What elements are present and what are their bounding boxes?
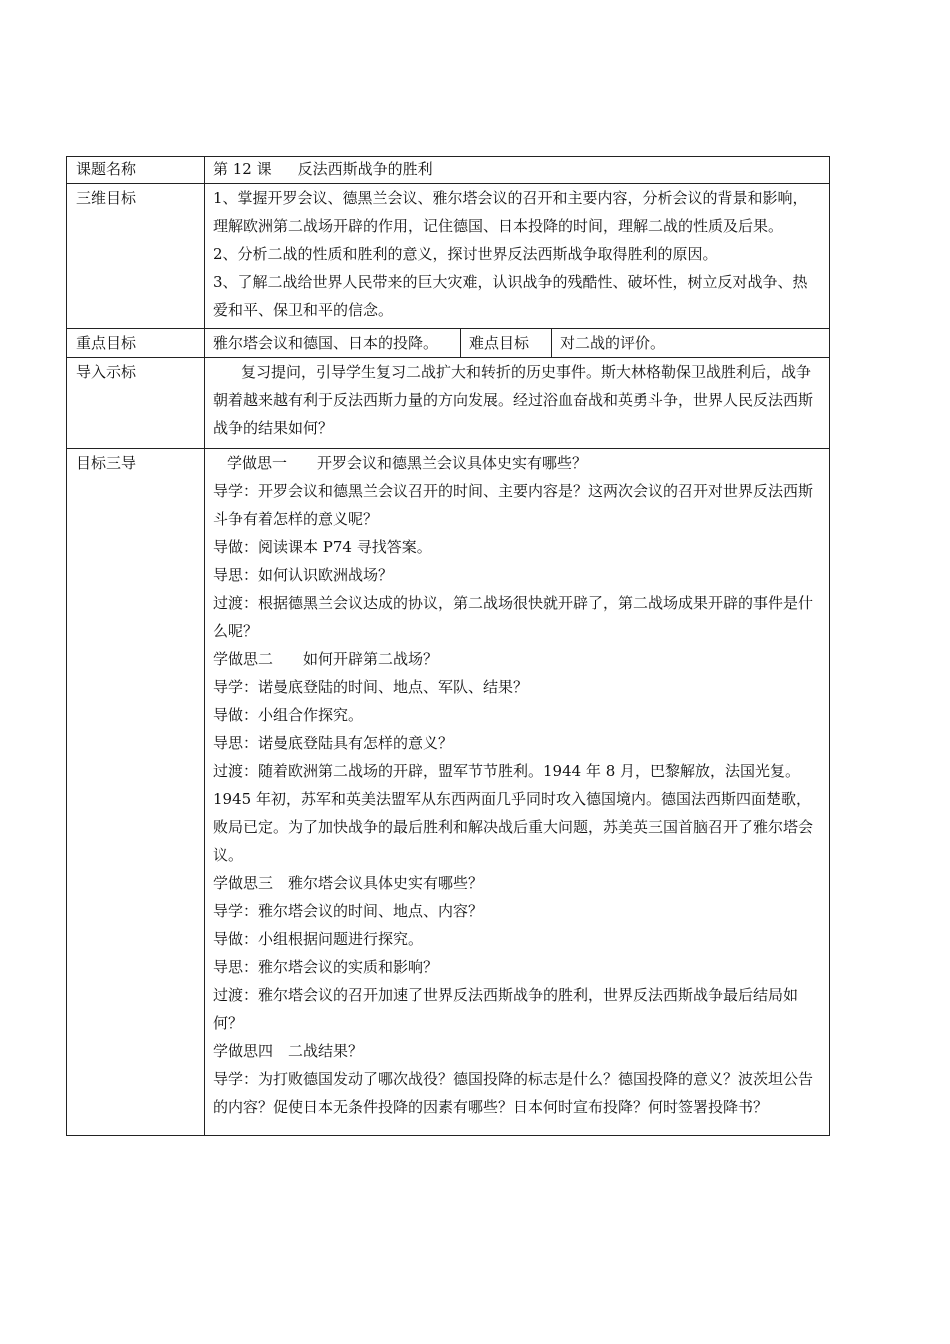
lesson-plan-sheet bbox=[66, 156, 830, 1136]
row-guide bbox=[67, 449, 830, 1136]
focus-split bbox=[205, 329, 830, 358]
guide-para-14: 导思：雅尔塔会议的实质和影响？ bbox=[213, 958, 439, 976]
guide-para-17: 导学：为打败德国发动了哪次战役？德国投降的标志是什么？德国投降的意义？波茨坦公告的内容？促使日本无条件投降的因素有哪些？日本何时宣布投降？何时签署投降书？ bbox=[213, 1070, 814, 1116]
row-intro bbox=[67, 358, 830, 449]
guide-para-3: 导做：阅读课本 P74 寻找答案。 bbox=[213, 538, 432, 556]
objectives-value bbox=[205, 184, 830, 329]
lesson-plan-table bbox=[66, 156, 830, 1136]
objectives-label: 三维目标 bbox=[67, 184, 205, 329]
title-value bbox=[205, 157, 830, 184]
guide-para-7: 导学：诺曼底登陆的时间、地点、军队、结果？ bbox=[213, 678, 529, 696]
row-title bbox=[67, 157, 830, 184]
guide-para-13: 导做：小组根据问题进行探究。 bbox=[213, 930, 424, 948]
guide-value bbox=[205, 449, 830, 1136]
difficulty-label: 难点目标 bbox=[461, 329, 552, 357]
guide-para-16: 学做思四 二战结果？ bbox=[213, 1042, 364, 1060]
guide-para-2: 导学：开罗会议和德黑兰会议召开的时间、主要内容是？这两次会议的召开对世界反法西斯斗争有着怎样的意义呢？ bbox=[213, 482, 814, 528]
guide-para-4: 导思：如何认识欧洲战场？ bbox=[213, 566, 394, 584]
guide-label: 目标三导 bbox=[67, 449, 205, 1136]
row-focus bbox=[67, 329, 830, 358]
guide-para-9: 导思：诺曼底登陆具有怎样的意义？ bbox=[213, 734, 454, 752]
guide-para-15: 过渡：雅尔塔会议的召开加速了世界反法西斯战争的胜利，世界反法西斯战争最后结局如何？ bbox=[213, 986, 799, 1032]
guide-para-8: 导做：小组合作探究。 bbox=[213, 706, 364, 724]
focus-label: 重点目标 bbox=[67, 329, 205, 358]
focus-inner-table bbox=[205, 329, 829, 357]
title-label: 课题名称 bbox=[67, 157, 205, 184]
intro-text: 复习提问，引导学生复习二战扩大和转折的历史事件。斯大林格勒保卫战胜利后，战争朝着越来越有利于反法西斯力量的方向发展。经过浴血奋战和英勇斗争，世界人民反法西斯战争的结果如何？ bbox=[213, 363, 814, 437]
guide-para-11: 学做思三 雅尔塔会议具体史实有哪些？ bbox=[213, 874, 484, 892]
objective-item-3: 3、了解二战给世界人民带来的巨大灾难，认识战争的残酷性、破坏性，树立反对战争、热爱和平、保卫和平的信念。 bbox=[213, 273, 808, 319]
focus-value: 雅尔塔会议和德国、日本的投降。 bbox=[213, 334, 439, 352]
guide-para-12: 导学：雅尔塔会议的时间、地点、内容？ bbox=[213, 902, 484, 920]
lesson-number: 第 12 课 bbox=[213, 160, 272, 178]
lesson-name: 反法西斯战争的胜利 bbox=[297, 160, 433, 178]
row-objectives bbox=[67, 184, 830, 329]
guide-para-5: 过渡：根据德黑兰会议达成的协议，第二战场很快就开辟了，第二战场成果开辟的事件是什么呢？ bbox=[213, 594, 814, 640]
intro-label: 导入示标 bbox=[67, 358, 205, 449]
guide-para-10: 过渡：随着欧洲第二战场的开辟，盟军节节胜利。1944 年 8 月，巴黎解放，法国光复。1945 年初，苏军和英美法盟军从东西两面几乎同时攻入德国境内。德国法西斯四面楚歌，败局已定。为了加快战争的最后胜利和解决战后重大问题，苏美英三国首脑召开了雅尔塔会议。 bbox=[213, 762, 814, 864]
difficulty-value: 对二战的评价。 bbox=[552, 329, 830, 357]
objective-item-2: 2、分析二战的性质和胜利的意义，探讨世界反法西斯战争取得胜利的原因。 bbox=[213, 245, 718, 263]
guide-para-6: 学做思二 如何开辟第二战场？ bbox=[213, 650, 439, 668]
objective-item-1: 1、掌握开罗会议、德黑兰会议、雅尔塔会议的召开和主要内容，分析会议的背景和影响，理解欧洲第二战场开辟的作用，记住德国、日本投降的时间，理解二战的性质及后果。 bbox=[213, 189, 808, 235]
intro-value bbox=[205, 358, 830, 449]
guide-para-1: 学做思一 开罗会议和德黑兰会议具体史实有哪些？ bbox=[227, 454, 588, 472]
